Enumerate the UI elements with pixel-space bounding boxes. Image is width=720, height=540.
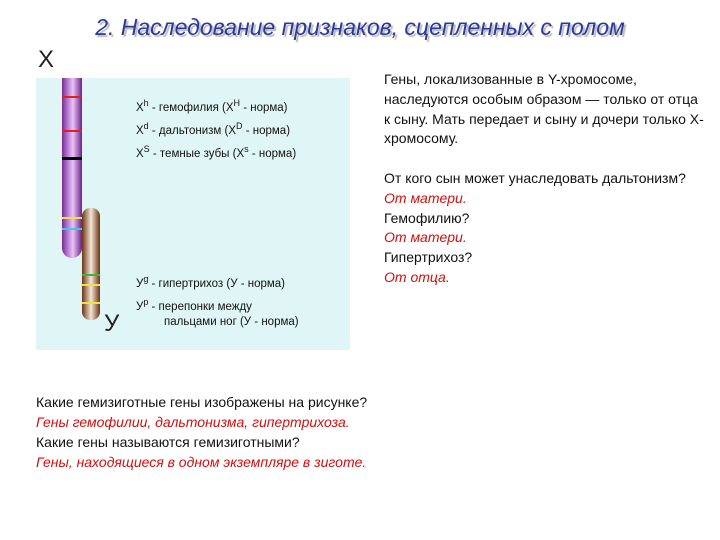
- legend-webbed-toes-line2: пальцами ног (У - норма): [164, 316, 299, 328]
- question-hypertrichosis: Гипертрихоз?: [384, 249, 473, 266]
- y-chromosome-label: У: [104, 310, 120, 337]
- x-band-red-1: [62, 96, 82, 98]
- answer-hemizygous-genes: Гены гемофилии, дальтонизма, гипертрихоза.: [36, 414, 350, 430]
- question-hemizygous-definition: Какие гены называются гемизиготными?: [36, 434, 300, 450]
- x-band-yellow: [62, 217, 82, 219]
- x-chromosome: [62, 78, 82, 258]
- legend-hypertrichosis: $У^g$ - гипертрихоз (У - норма): [136, 274, 286, 290]
- y-band-green-1: [82, 274, 100, 276]
- answer-colorblindness: От матери.: [384, 189, 467, 206]
- y-band-yellow-1: [82, 284, 100, 286]
- answer-hypertrichosis: От отца.: [384, 268, 450, 285]
- question-hemizygous-genes: Какие гемизиготные гены изображены на рисунке?: [36, 394, 368, 410]
- answer-hemizygous-definition: Гены, находящиеся в одном экземпляре в зиготе.: [36, 454, 367, 470]
- slide-title: 2. Наследование признаков, сцепленных с полом: [95, 14, 625, 40]
- legend-webbed-toes: $У^p$ - перепонки между: [136, 297, 252, 313]
- x-band-red-2: [62, 130, 82, 132]
- question-colorblindness: От кого сын может унаследовать дальтонизм?: [384, 169, 686, 186]
- answer-hemophilia: От матери.: [384, 229, 467, 246]
- intro-text: Гены, локализованные в Y-хромосоме, наследуются особым образом — только от отца к сыну. Мать передает и сыну и дочери только Х-хромосому.: [384, 71, 704, 147]
- legend-dark-teeth: $X^S$ - темные зубы ($X^s$ - норма): [136, 144, 297, 160]
- explanation-panel: [384, 70, 704, 288]
- legend-colorblindness: $X^d$ - дальтонизм ($X^D$ - норма): [136, 121, 291, 137]
- bottom-questions: [36, 392, 367, 472]
- x-chromosome-label: Х: [38, 46, 55, 73]
- x-band-cyan: [62, 228, 82, 230]
- x-band-black: [62, 157, 82, 160]
- y-band-yellow-2: [82, 302, 100, 304]
- chromosome-figure: [36, 46, 350, 350]
- question-hemophilia: Гемофилию?: [384, 209, 470, 226]
- spacer: [384, 149, 704, 169]
- legend-hemophilia: $X^h$ - гемофилия ($X^H$ - норма): [136, 98, 288, 114]
